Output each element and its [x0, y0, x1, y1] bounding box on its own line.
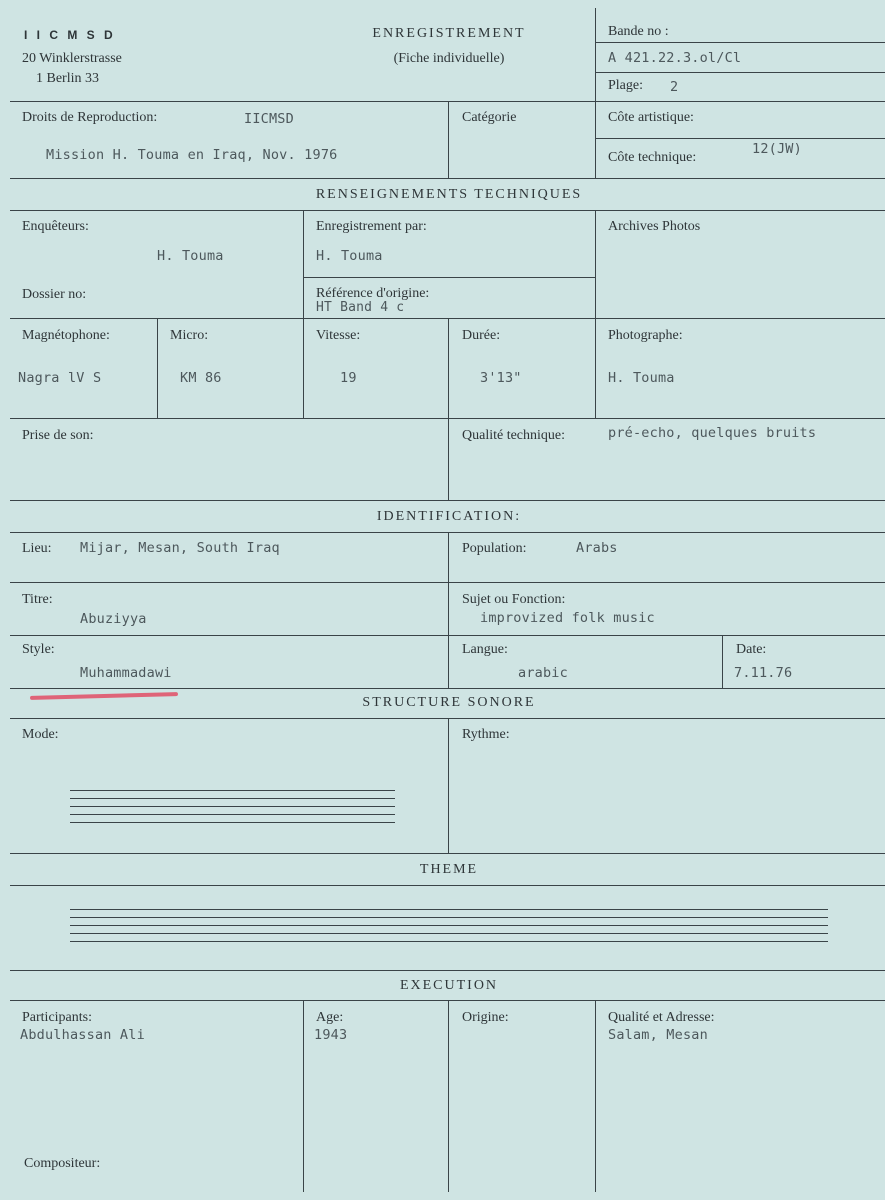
rule — [448, 318, 449, 500]
magnetophone-value: Nagra lV S — [18, 370, 102, 386]
age-label: Age: — [316, 1010, 344, 1025]
staff-line — [70, 909, 828, 910]
droits-label: Droits de Reproduction: — [22, 110, 158, 125]
style-value: Muhammadawi — [80, 665, 172, 681]
lieu-value: Mijar, Mesan, South Iraq — [80, 540, 280, 556]
staff-line — [70, 822, 395, 823]
population-value: Arabs — [576, 540, 618, 556]
address-line-1: 20 Winklerstrasse — [22, 51, 122, 66]
enregistrement-par-value: H. Touma — [316, 248, 383, 264]
photographe-value: H. Touma — [608, 370, 675, 386]
duree-value: 3'13" — [480, 370, 522, 386]
participants-value: Abdulhassan Ali — [20, 1027, 145, 1043]
qualite-technique-label: Qualité technique: — [462, 428, 566, 443]
form-title: ENREGISTREMENT — [372, 26, 526, 41]
magnetophone-label: Magnétophone: — [22, 328, 110, 343]
rule — [595, 8, 596, 178]
prise-de-son-label: Prise de son: — [22, 428, 94, 443]
age-value: 1943 — [314, 1027, 348, 1043]
section-execution: EXECUTION — [399, 978, 499, 993]
section-technique: RENSEIGNEMENTS TECHNIQUES — [315, 187, 583, 202]
reference-label: Référence d'origine: — [316, 286, 430, 301]
titre-label: Titre: — [22, 592, 53, 607]
mission-text: Mission H. Touma en Iraq, Nov. 1976 — [46, 147, 338, 163]
mode-label: Mode: — [22, 727, 59, 742]
enregistrement-par-label: Enregistrement par: — [316, 219, 427, 234]
address-line-2: 1 Berlin 33 — [36, 71, 99, 86]
micro-value: KM 86 — [180, 370, 222, 386]
rule — [448, 718, 449, 853]
staff-line — [70, 814, 395, 815]
bande-value: A 421.22.3.ol/Cl — [608, 50, 742, 66]
section-identification: IDENTIFICATION: — [376, 509, 522, 524]
cote-technique-value: 12(JW) — [752, 141, 802, 157]
qualite-adresse-label: Qualité et Adresse: — [608, 1010, 715, 1025]
style-label: Style: — [22, 642, 55, 657]
qualite-technique-value: pré-echo, quelques bruits — [608, 425, 817, 441]
categorie-label: Catégorie — [462, 110, 517, 125]
duree-label: Durée: — [462, 328, 501, 343]
lieu-label: Lieu: — [22, 541, 52, 556]
rythme-label: Rythme: — [462, 727, 510, 742]
reference-value: HT Band 4 c — [316, 300, 405, 315]
rule — [596, 72, 885, 73]
staff-line — [70, 798, 395, 799]
rule — [10, 688, 885, 689]
section-structure: STRUCTURE SONORE — [362, 695, 536, 710]
enqueteurs-value: H. Touma — [157, 248, 224, 264]
bande-label: Bande no : — [608, 24, 669, 39]
staff-line — [70, 917, 828, 918]
plage-value: 2 — [670, 79, 679, 95]
origine-label: Origine: — [462, 1010, 509, 1025]
rule — [596, 42, 885, 43]
micro-label: Micro: — [170, 328, 209, 343]
titre-value: Abuziyya — [80, 611, 147, 627]
compositeur-label: Compositeur: — [24, 1156, 101, 1171]
photographe-label: Photographe: — [608, 328, 683, 343]
org-name: I I C M S D — [24, 28, 116, 42]
rule — [303, 210, 304, 418]
rule — [10, 210, 885, 211]
archives-photos-label: Archives Photos — [608, 219, 701, 234]
section-theme: THEME — [419, 862, 479, 877]
staff-line — [70, 790, 395, 791]
langue-value: arabic — [518, 665, 568, 681]
rule — [448, 1000, 449, 1192]
rule — [448, 532, 449, 688]
plage-label: Plage: — [608, 78, 643, 93]
qualite-adresse-value: Salam, Mesan — [608, 1027, 708, 1043]
rule — [448, 101, 449, 178]
rule — [596, 138, 885, 139]
rule — [303, 1000, 304, 1192]
rule — [157, 318, 158, 418]
cote-technique-label: Côte technique: — [608, 150, 697, 165]
rule — [10, 970, 885, 971]
rule — [303, 277, 596, 278]
population-label: Population: — [462, 541, 527, 556]
red-pen-underline — [30, 692, 178, 700]
rule — [595, 1000, 596, 1192]
rule — [10, 178, 885, 179]
staff-line — [70, 806, 395, 807]
sujet-label: Sujet ou Fonction: — [462, 592, 566, 607]
enqueteurs-label: Enquêteurs: — [22, 219, 89, 234]
participants-label: Participants: — [22, 1010, 92, 1025]
cote-artistique-label: Côte artistique: — [608, 110, 694, 125]
date-value: 7.11.76 — [734, 665, 793, 681]
dossier-label: Dossier no: — [22, 287, 87, 302]
staff-line — [70, 941, 828, 942]
staff-line — [70, 933, 828, 934]
vitesse-label: Vitesse: — [316, 328, 361, 343]
vitesse-value: 19 — [340, 370, 357, 386]
staff-line — [70, 925, 828, 926]
form-subtitle: (Fiche individuelle) — [393, 51, 505, 66]
droits-value: IICMSD — [244, 111, 294, 127]
sujet-value: improvized folk music — [480, 610, 655, 626]
rule — [10, 500, 885, 501]
date-label: Date: — [736, 642, 767, 657]
rule — [595, 210, 596, 418]
langue-label: Langue: — [462, 642, 508, 657]
rule — [10, 885, 885, 886]
rule — [722, 635, 723, 688]
rule — [10, 853, 885, 854]
